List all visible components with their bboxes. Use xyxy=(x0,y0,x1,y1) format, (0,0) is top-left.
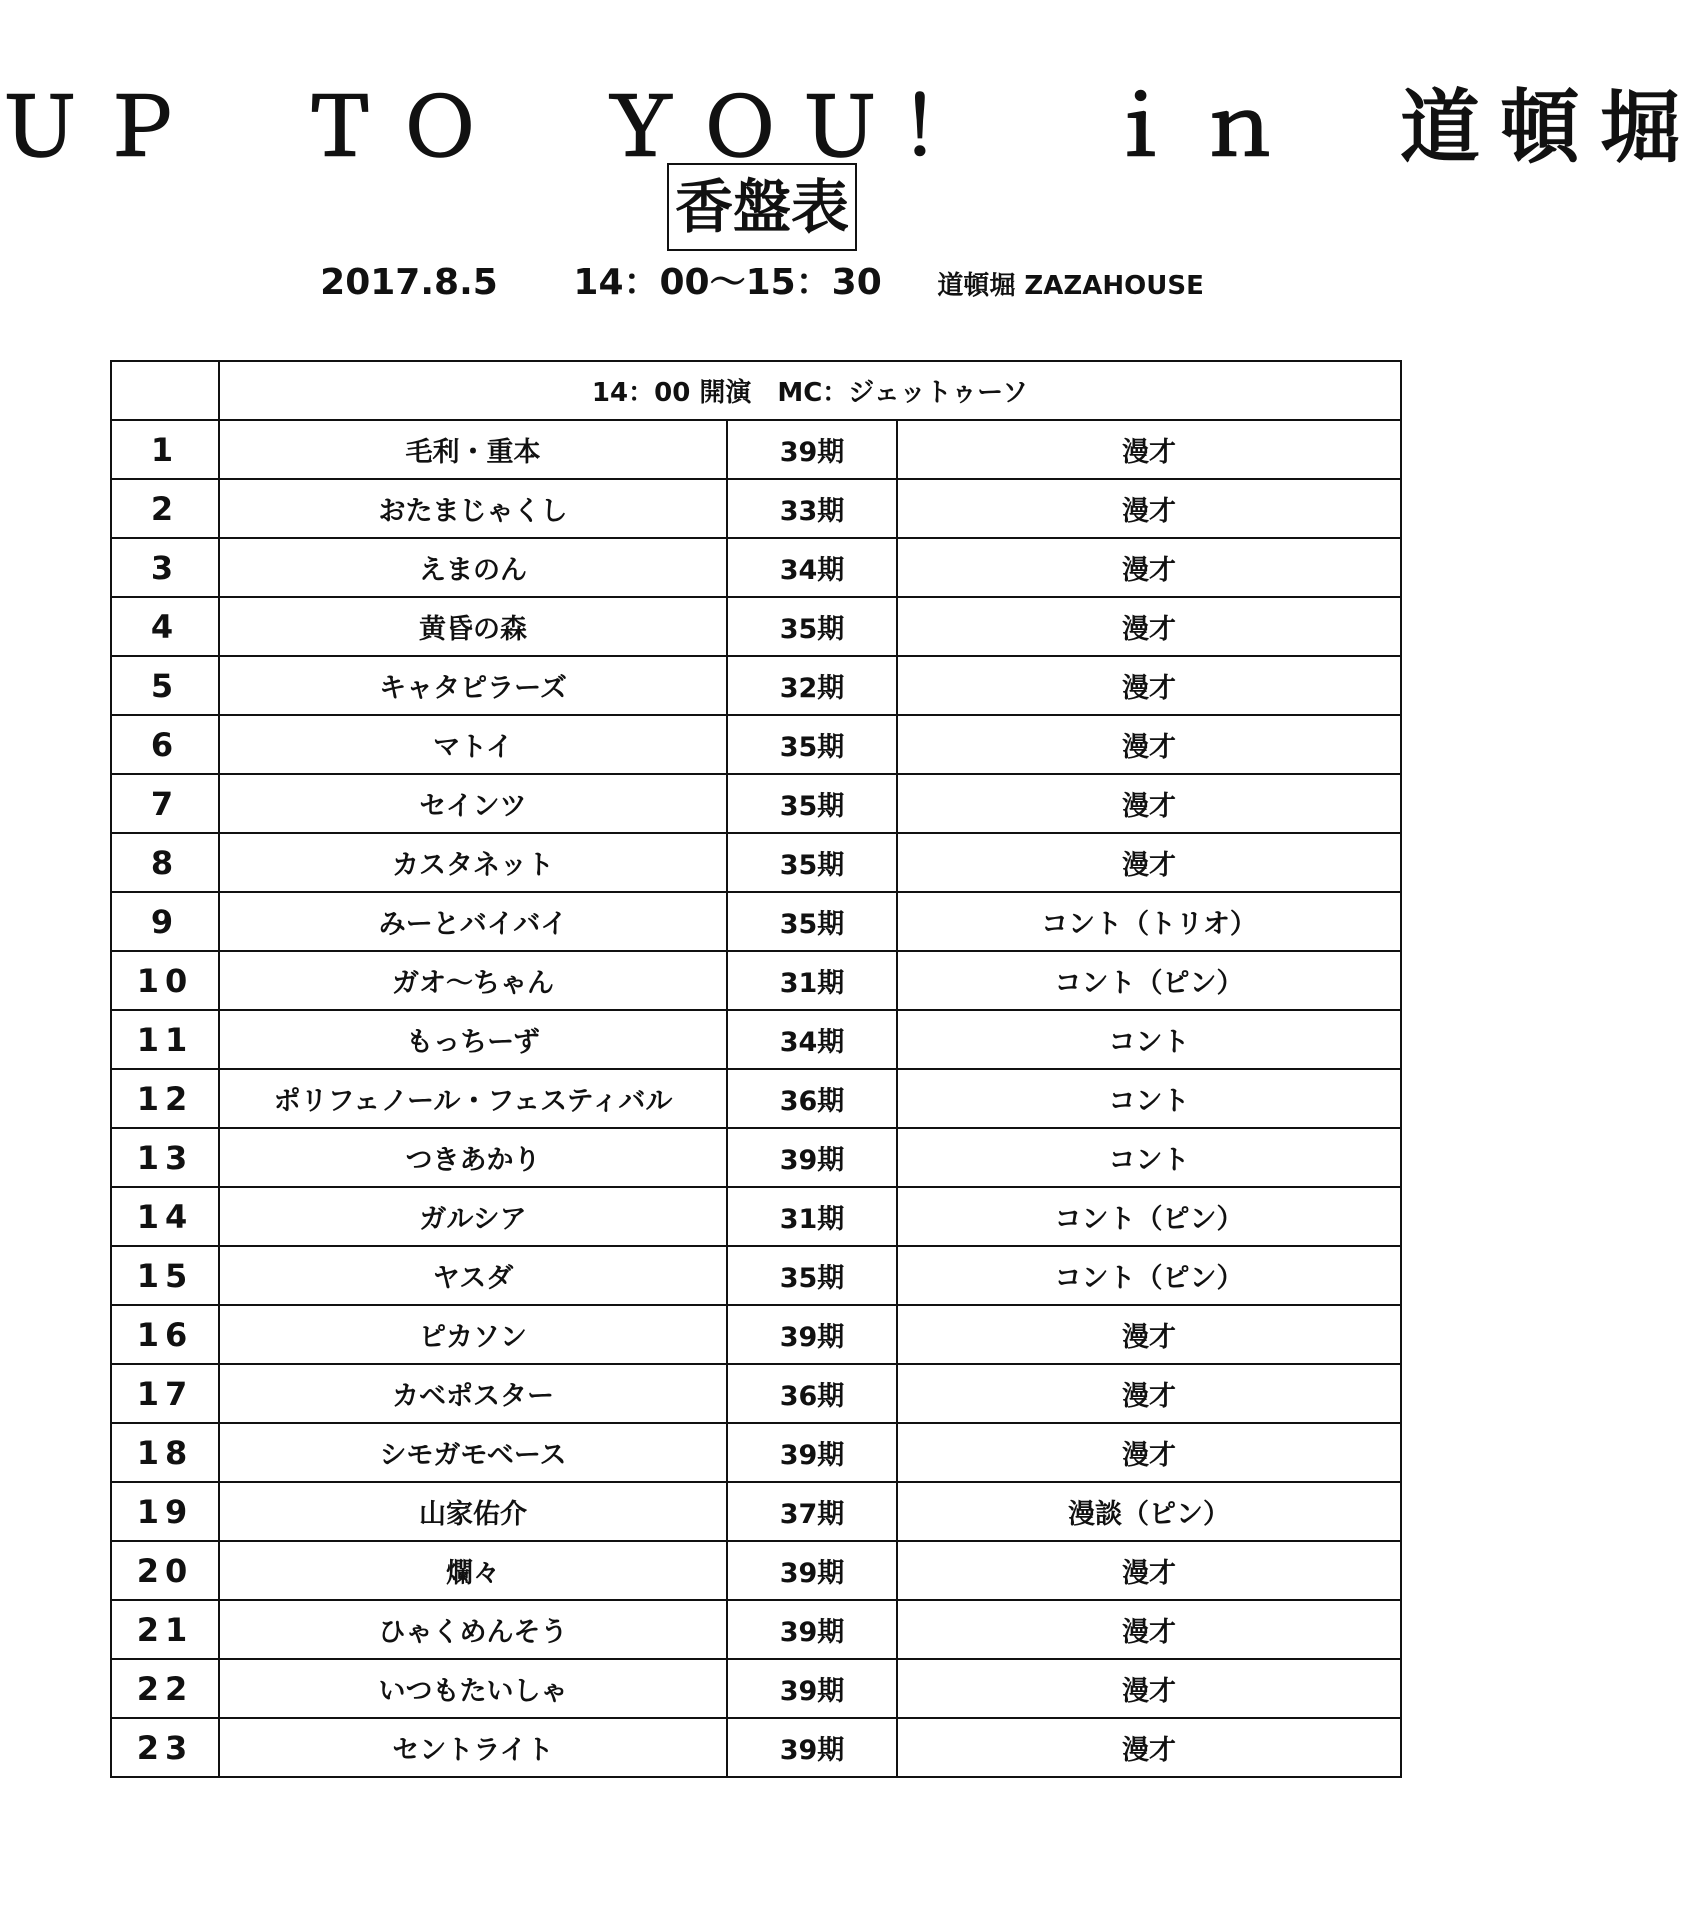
term-cell: 33期 xyxy=(727,479,897,538)
event-time: 14：00～15：30 xyxy=(573,262,882,303)
row-number-cell: 23 xyxy=(111,1718,219,1777)
performer-name-cell: ガオ～ちゃん xyxy=(219,951,727,1010)
genre-cell: 漫才 xyxy=(897,1364,1401,1423)
genre-cell: コント（ピン） xyxy=(897,951,1401,1010)
event-info-line xyxy=(0,258,1524,314)
table-row xyxy=(111,1541,1401,1600)
term-cell: 39期 xyxy=(727,1659,897,1718)
performer-name-cell: えまのん xyxy=(219,538,727,597)
table-row xyxy=(111,656,1401,715)
genre-cell: 漫才 xyxy=(897,774,1401,833)
row-number-cell: 1 xyxy=(111,420,219,479)
row-number-cell: 17 xyxy=(111,1364,219,1423)
row-number-cell: 9 xyxy=(111,892,219,951)
table-header-cell: 14：00 開演 MC：ジェットゥーソ xyxy=(219,361,1401,420)
term-cell: 37期 xyxy=(727,1482,897,1541)
table-row xyxy=(111,479,1401,538)
performer-name-cell: マトイ xyxy=(219,715,727,774)
row-number-cell: 19 xyxy=(111,1482,219,1541)
row-number-cell: 18 xyxy=(111,1423,219,1482)
table-header-row xyxy=(111,361,1401,420)
genre-cell: コント xyxy=(897,1128,1401,1187)
event-date: 2017.8.5 xyxy=(320,262,498,303)
term-cell: 39期 xyxy=(727,1305,897,1364)
performer-name-cell: 爛々 xyxy=(219,1541,727,1600)
term-cell: 36期 xyxy=(727,1069,897,1128)
performer-name-cell: ヤスダ xyxy=(219,1246,727,1305)
genre-cell: コント（トリオ） xyxy=(897,892,1401,951)
performer-name-cell: シモガモベース xyxy=(219,1423,727,1482)
term-cell: 32期 xyxy=(727,656,897,715)
genre-cell: 漫談（ピン） xyxy=(897,1482,1401,1541)
row-number-cell: 20 xyxy=(111,1541,219,1600)
performer-name-cell: セインツ xyxy=(219,774,727,833)
performer-name-cell: ひゃくめんそう xyxy=(219,1600,727,1659)
table-row xyxy=(111,1305,1401,1364)
row-number-cell: 6 xyxy=(111,715,219,774)
row-number-cell: 12 xyxy=(111,1069,219,1128)
row-number-cell: 3 xyxy=(111,538,219,597)
genre-cell: コント xyxy=(897,1069,1401,1128)
performer-name-cell: カスタネット xyxy=(219,833,727,892)
genre-cell: 漫才 xyxy=(897,715,1401,774)
genre-cell: 漫才 xyxy=(897,479,1401,538)
performer-name-cell: カベポスター xyxy=(219,1364,727,1423)
row-number-cell: 15 xyxy=(111,1246,219,1305)
row-number-cell: 11 xyxy=(111,1010,219,1069)
program-table xyxy=(110,360,1402,1778)
genre-cell: コント（ピン） xyxy=(897,1187,1401,1246)
event-venue: 道頓堀 ZAZAHOUSE xyxy=(937,271,1204,301)
table-row xyxy=(111,1423,1401,1482)
header-empty-cell xyxy=(111,361,219,420)
table-row xyxy=(111,1364,1401,1423)
program-table-body xyxy=(111,361,1401,1777)
document-subtitle: 香盤表 xyxy=(667,163,857,251)
table-row xyxy=(111,833,1401,892)
genre-cell: 漫才 xyxy=(897,656,1401,715)
row-number-cell: 16 xyxy=(111,1305,219,1364)
genre-cell: 漫才 xyxy=(897,1718,1401,1777)
table-row xyxy=(111,715,1401,774)
row-number-cell: 22 xyxy=(111,1659,219,1718)
performer-name-cell: おたまじゃくし xyxy=(219,479,727,538)
genre-cell: 漫才 xyxy=(897,420,1401,479)
term-cell: 39期 xyxy=(727,1128,897,1187)
table-row xyxy=(111,1482,1401,1541)
table-row xyxy=(111,538,1401,597)
subtitle-wrapper xyxy=(0,163,1524,251)
performer-name-cell: みーとバイバイ xyxy=(219,892,727,951)
term-cell: 35期 xyxy=(727,597,897,656)
term-cell: 39期 xyxy=(727,1541,897,1600)
term-cell: 35期 xyxy=(727,774,897,833)
term-cell: 35期 xyxy=(727,833,897,892)
genre-cell: コント xyxy=(897,1010,1401,1069)
row-number-cell: 8 xyxy=(111,833,219,892)
performer-name-cell: つきあかり xyxy=(219,1128,727,1187)
performer-name-cell: ポリフェノール・フェスティバル xyxy=(219,1069,727,1128)
performer-name-cell: ピカソン xyxy=(219,1305,727,1364)
term-cell: 35期 xyxy=(727,715,897,774)
term-cell: 39期 xyxy=(727,1423,897,1482)
row-number-cell: 21 xyxy=(111,1600,219,1659)
term-cell: 31期 xyxy=(727,1187,897,1246)
genre-cell: 漫才 xyxy=(897,1541,1401,1600)
table-row xyxy=(111,1659,1401,1718)
table-row xyxy=(111,1718,1401,1777)
performer-name-cell: いつもたいしゃ xyxy=(219,1659,727,1718)
performer-name-cell: 毛利・重本 xyxy=(219,420,727,479)
row-number-cell: 5 xyxy=(111,656,219,715)
row-number-cell: 10 xyxy=(111,951,219,1010)
table-row xyxy=(111,951,1401,1010)
genre-cell: 漫才 xyxy=(897,597,1401,656)
genre-cell: 漫才 xyxy=(897,1600,1401,1659)
term-cell: 34期 xyxy=(727,538,897,597)
row-number-cell: 7 xyxy=(111,774,219,833)
table-row xyxy=(111,892,1401,951)
performer-name-cell: セントライト xyxy=(219,1718,727,1777)
performer-name-cell: 黄昏の森 xyxy=(219,597,727,656)
term-cell: 39期 xyxy=(727,1600,897,1659)
performer-name-cell: キャタピラーズ xyxy=(219,656,727,715)
document-title: ＵＰ ＴＯ ＹＯＵ！ ｉｎ 道頓堀 xyxy=(0,81,1700,174)
performer-name-cell: 山家佑介 xyxy=(219,1482,727,1541)
genre-cell: 漫才 xyxy=(897,538,1401,597)
row-number-cell: 4 xyxy=(111,597,219,656)
genre-cell: 漫才 xyxy=(897,1423,1401,1482)
term-cell: 39期 xyxy=(727,420,897,479)
table-row xyxy=(111,1010,1401,1069)
term-cell: 35期 xyxy=(727,1246,897,1305)
genre-cell: 漫才 xyxy=(897,1305,1401,1364)
row-number-cell: 14 xyxy=(111,1187,219,1246)
table-row xyxy=(111,774,1401,833)
row-number-cell: 2 xyxy=(111,479,219,538)
table-row xyxy=(111,1600,1401,1659)
table-row xyxy=(111,420,1401,479)
table-row xyxy=(111,1187,1401,1246)
genre-cell: コント（ピン） xyxy=(897,1246,1401,1305)
performer-name-cell: ガルシア xyxy=(219,1187,727,1246)
row-number-cell: 13 xyxy=(111,1128,219,1187)
term-cell: 39期 xyxy=(727,1718,897,1777)
term-cell: 36期 xyxy=(727,1364,897,1423)
table-row xyxy=(111,1069,1401,1128)
table-row xyxy=(111,1246,1401,1305)
genre-cell: 漫才 xyxy=(897,1659,1401,1718)
term-cell: 31期 xyxy=(727,951,897,1010)
performer-name-cell: もっちーず xyxy=(219,1010,727,1069)
table-row xyxy=(111,1128,1401,1187)
term-cell: 34期 xyxy=(727,1010,897,1069)
table-row xyxy=(111,597,1401,656)
genre-cell: 漫才 xyxy=(897,833,1401,892)
term-cell: 35期 xyxy=(727,892,897,951)
